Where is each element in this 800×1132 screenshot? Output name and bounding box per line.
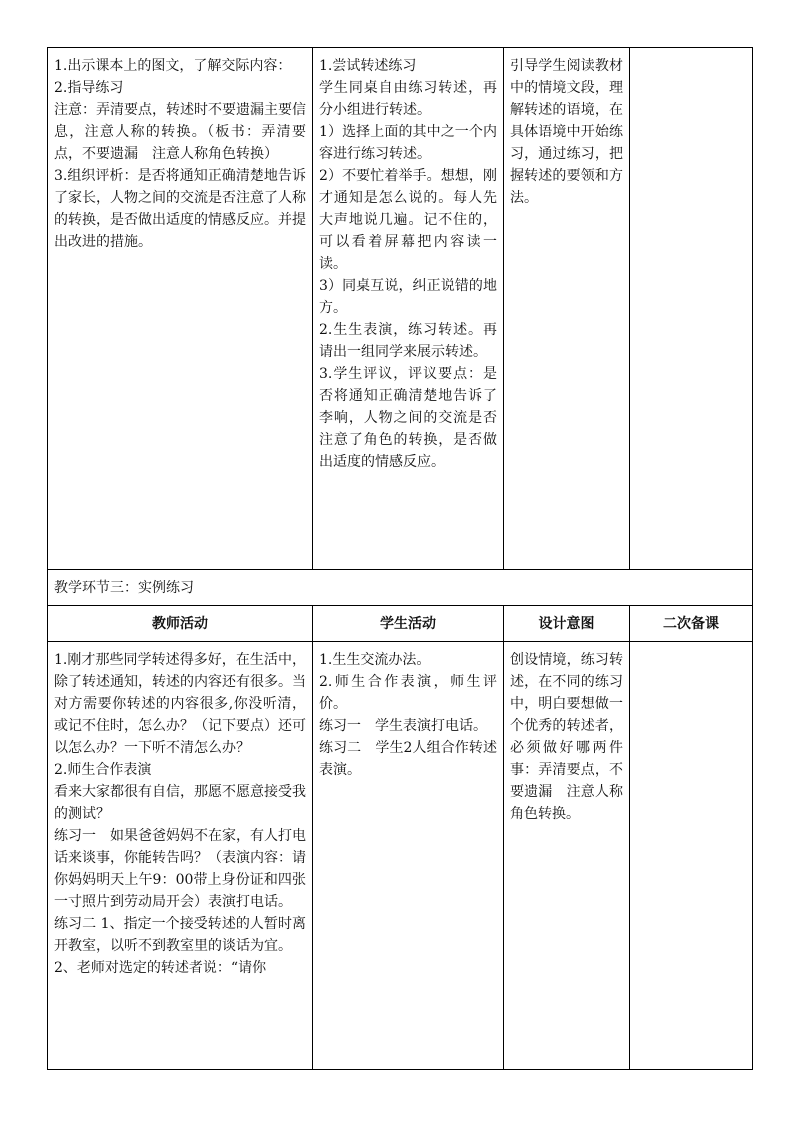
paragraph: 2.指导练习 [54,80,124,96]
paragraph: 学生同桌自由练习转述，再分小组进行转述。 [319,80,497,118]
paragraph: 3）同桌互说，纠正说错的地方。 [319,278,497,316]
paragraph: 练习二 1、指定一个接受转述的人暂时离开教室，以听不到教室里的谈话为宜。 [54,916,306,954]
paragraph: 1.尝试转述练习 [319,58,417,74]
teacher-activity-cell [48,48,313,570]
header-second-prep: 二次备课 [630,606,753,642]
paragraph: 1.刚才那些同学转述得多好，在生活中，除了转述通知，转述的内容还有很多。当对方需要你转述的内容很多,你没听清，或记不住时，怎么办？（记下要点）还可以怎么办？一下听不清怎么办？ [54,652,306,756]
second-prep-cell [630,642,753,1070]
paragraph: 2、老师对选定的转述者说：“请你 [54,960,267,976]
paragraph: 2）不要忙着举手。想想，刚才通知是怎么说的。每人先大声地说几遍。记不住的，可以看着屏幕把内容读一读。 [319,168,497,272]
paragraph: 注意：弄清要点，转述时不要遗漏主要信息，注意人称的转换。（板书：弄清要点，不要遗漏 注意人称角色转换） [54,102,306,162]
paragraph: 3.组织评析：是否将通知正确清楚地告诉了家长，人物之间的交流是否注意了人称的转换，是否做出适度的情感反应。并提出改进的措施。 [54,168,306,250]
paragraph: 引导学生阅读教材中的情境文段，理解转述的语境，在具体语境中开始练习，通过练习，把握转述的要领和方法。 [510,58,623,206]
header-student-activity: 学生活动 [313,606,504,642]
second-prep-cell [630,48,753,570]
header-design-intent: 设计意图 [504,606,630,642]
teacher-activity-cell [48,642,313,1070]
activity-row-1 [48,48,753,570]
paragraph: 3.学生评议，评议要点：是否将通知正确清楚地告诉了李响，人物之间的交流是否注意了角色的转换，是否做出适度的情感反应。 [319,366,497,470]
header-teacher-activity: 教师活动 [48,606,313,642]
activity-row-2 [48,642,753,1070]
paragraph: 2.生生表演，练习转述。再请出一组同学来展示转述。 [319,322,497,360]
student-activity-cell [313,642,504,1070]
paragraph: 练习一 学生表演打电话。 [319,718,487,734]
design-intent-cell [504,642,630,1070]
paragraph: 1.生生交流办法。 [319,652,431,668]
paragraph: 2.师生合作表演，师生评价。 [319,674,497,712]
section-row [48,570,753,606]
paragraph: 练习一 如果爸爸妈妈不在家，有人打电话来谈事，你能转告吗？（表演内容：请你妈妈明天上午9：00带上身份证和四张一寸照片到劳动局开会）表演打电话。 [54,828,306,910]
header-row [48,606,753,642]
paragraph: 2.师生合作表演 [54,762,152,778]
paragraph: 练习二 学生2人组合作转述表演。 [319,740,497,778]
lesson-plan-table [47,47,753,1070]
paragraph: 1）选择上面的其中之一个内容进行练习转述。 [319,124,497,162]
paragraph: 创设情境，练习转述，在不同的练习中，明白要想做一个优秀的转述者，必须做好哪两件事：弄清要点，不要遗漏 注意人称角色转换。 [510,652,623,822]
paragraph: 看来大家都很有自信，那愿不愿意接受我的测试？ [54,784,306,822]
student-activity-cell [313,48,504,570]
section-title: 教学环节三：实例练习 [48,570,753,606]
design-intent-cell [504,48,630,570]
paragraph: 1.出示课本上的图文，了解交际内容： [54,58,292,74]
